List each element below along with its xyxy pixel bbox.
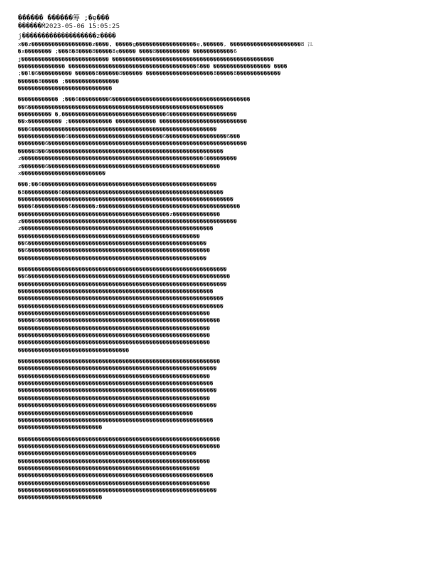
- text-line: �������������������������: [18, 495, 103, 502]
- article-body: [18, 42, 430, 503]
- text-line: z������������������������������������������������������6���������: [18, 156, 237, 163]
- text-line: ��6����������������������������������������������������������: [18, 104, 224, 111]
- text-line: �����6������������������������������������������������������: [18, 318, 221, 325]
- text-line: x�������������������������: [18, 170, 106, 177]
- text-line: ���������������������������������������������������������: [18, 458, 210, 465]
- text-line: ����������������������������������������������������: [18, 410, 194, 417]
- text-line: ��6�����������������������������������������������������: [18, 240, 207, 247]
- paragraph: [18, 182, 430, 263]
- text-line: ��������6�����������������������������������������������������������: [18, 141, 248, 148]
- text-line: �����8��6����������������������������������������������������: [18, 148, 224, 155]
- text-line: �������������������������: [18, 425, 103, 432]
- text-line: �������������������������������������������������������������: [18, 303, 224, 310]
- text-line: �������������� ��������������������������������������6��� ����������������� ����: [18, 64, 288, 71]
- text-line: ��x���������� ;������������� ������������ ��������������������������: [18, 119, 248, 126]
- paragraph: [18, 267, 430, 355]
- text-line: j�������������������������� ������������������������������������������������: [18, 56, 274, 63]
- text-line: ���6�������������������������������������������������������: [18, 126, 217, 133]
- text-line: ��6������������������������������������������������������������: [18, 274, 231, 281]
- text-line: ���������������������������������������������������������: [18, 311, 210, 318]
- text-line: ����������������������������������������������������������: [18, 417, 214, 424]
- text-line: ����������������������������������������������������������: [18, 289, 214, 295]
- text-line: ������������������������������������������������������������: [18, 359, 221, 366]
- text-line: ��������������6����������������������������6������������������6���: [18, 134, 241, 141]
- text-line: ����������������������������: [18, 86, 113, 93]
- text-line: ������������������������������������������������������������: [18, 436, 221, 443]
- text-line: ����6����������6�������z������������������������������������������: [18, 204, 241, 211]
- text-line: ����������������������������������������������������������: [18, 381, 214, 388]
- text-line: ����������������������������������������������������������: [18, 473, 214, 480]
- text-line: �x�������� ;���8�8����8�����8ẹ����� ����8���������� ������������6: [18, 49, 237, 56]
- text-line: �����������������������������������������������������������: [18, 487, 217, 494]
- text-line: �����������������������������������������������������: [18, 451, 197, 458]
- text-line: x��z������������������z����, �����ɡ������������������ẹ,������, ���������������������8 江: [18, 42, 314, 48]
- source-line: j�������������������z����: [18, 32, 116, 40]
- text-line: ���������������������������������������������������������: [18, 373, 210, 380]
- text-line: z�������6���������������������������������������������������: [18, 163, 221, 170]
- text-line: ���������� �,�������������������������������6��������������������: [18, 112, 237, 119]
- text-line: ������������������������������������������������������: [18, 233, 200, 240]
- paragraph: [18, 437, 430, 503]
- text-line: ���;��6����������������������������������������������������: [18, 182, 217, 189]
- text-line: �����������������������������������������������������������: [18, 366, 217, 373]
- text-line: ��������������������������������������������������������������: [18, 281, 227, 288]
- text-line: ��������������������������������������������������������������: [18, 266, 227, 273]
- text-line: ;��l�6���������� ������8������8������ ��������������������8�����8�������������: [18, 71, 281, 78]
- paragraph: [18, 42, 430, 93]
- text-line: ���������������������������������������������������������: [18, 395, 210, 402]
- text-line: �����������������������������������������������������������: [18, 388, 217, 395]
- paragraph: [18, 97, 430, 178]
- text-line: ������8����� ;����������������: [18, 78, 120, 85]
- text-line: ���������������������������������: [18, 347, 130, 354]
- text-line: ���������������������������������������������������������: [18, 480, 210, 487]
- text-line: ���������������������������������������������������������: [18, 333, 210, 340]
- text-line: �������������������������������������������������������������: [18, 296, 224, 303]
- text-line: z����������������������������������������������������������������: [18, 218, 237, 225]
- text-line: ��������������������������������������������������������: [18, 255, 207, 262]
- text-line: ���������������������������������������������������������: [18, 325, 210, 332]
- paragraph: [18, 359, 430, 432]
- text-line: �8����������6������������������������������������������������: [18, 189, 224, 196]
- text-line: ���������������������������������������������z��������������: [18, 211, 221, 218]
- text-line: ����������������������������������������������������������������: [18, 196, 234, 203]
- publish-date: ������Ṁ2023-05-06 15:05:25: [18, 22, 120, 30]
- text-line: �����������������������������������������������������������: [18, 403, 217, 410]
- text-line: ��6������������������������������������������������������: [18, 248, 210, 255]
- text-line: ������������������������������������������������������������: [18, 443, 221, 450]
- text-line: ������������ ;���6���������6�����������������������������������������: [18, 97, 251, 104]
- text-line: ���������������������������������������������������������: [18, 340, 210, 347]
- text-line: ������������������������������������������������������: [18, 465, 200, 472]
- document-title: ������ ������筹 ;�ẹ���: [18, 14, 110, 22]
- text-line: z���������������������������������������������������������: [18, 226, 214, 233]
